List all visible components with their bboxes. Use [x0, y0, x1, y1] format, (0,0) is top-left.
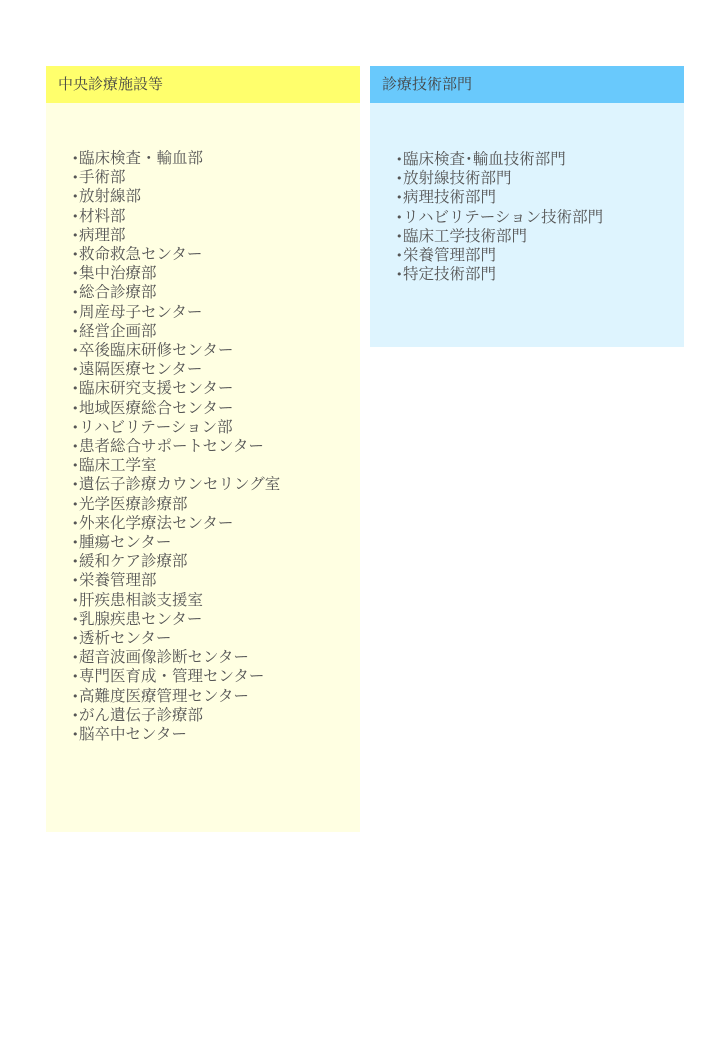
technical-departments-title: 診療技術部門 — [370, 66, 684, 103]
central-facilities-list — [46, 103, 360, 744]
list-item[interactable]: • 病理部 — [72, 226, 360, 245]
list-item[interactable]: • 手術部 — [72, 168, 360, 187]
list-item[interactable]: • 特定技術部門 — [396, 265, 684, 284]
list-item[interactable]: • 栄養管理部 — [72, 571, 360, 590]
list-item[interactable]: • 経営企画部 — [72, 322, 360, 341]
technical-departments-list — [370, 103, 684, 284]
list-item[interactable]: • 透析センター — [72, 629, 360, 648]
list-item[interactable]: • 病理技術部門 — [396, 188, 684, 207]
list-item[interactable]: • 腫瘍センター — [72, 533, 360, 552]
list-item[interactable]: • 臨床工学技術部門 — [396, 227, 684, 246]
list-item[interactable]: • リハビリテーション部 — [72, 418, 360, 437]
list-item[interactable]: • 集中治療部 — [72, 264, 360, 283]
list-item[interactable]: • 臨床検査･輸血技術部門 — [396, 150, 684, 169]
list-item[interactable]: • リハビリテーション技術部門 — [396, 208, 684, 227]
list-item[interactable]: • 放射線技術部門 — [396, 169, 684, 188]
list-item[interactable]: • 臨床研究支援センター — [72, 379, 360, 398]
list-item[interactable]: • 臨床検査・輸血部 — [72, 149, 360, 168]
list-item[interactable]: • 遺伝子診療カウンセリング室 — [72, 475, 360, 494]
list-item[interactable]: • 遠隔医療センター — [72, 360, 360, 379]
list-item[interactable]: • 乳腺疾患センター — [72, 610, 360, 629]
technical-departments-panel — [370, 66, 684, 347]
list-item[interactable]: • 緩和ケア診療部 — [72, 552, 360, 571]
list-item[interactable]: • 地域医療総合センター — [72, 399, 360, 418]
list-item[interactable]: • がん遺伝子診療部 — [72, 706, 360, 725]
list-item[interactable]: • 材料部 — [72, 207, 360, 226]
list-item[interactable]: • 患者総合サポートセンター — [72, 437, 360, 456]
central-facilities-title: 中央診療施設等 — [46, 66, 360, 103]
central-facilities-panel — [46, 66, 360, 832]
list-item[interactable]: • 脳卒中センター — [72, 725, 360, 744]
list-item[interactable]: • 臨床工学室 — [72, 456, 360, 475]
list-item[interactable]: • 周産母子センター — [72, 303, 360, 322]
list-item[interactable]: • 超音波画像診断センター — [72, 648, 360, 667]
list-item[interactable]: • 光学医療診療部 — [72, 495, 360, 514]
list-item[interactable]: • 外来化学療法センター — [72, 514, 360, 533]
list-item[interactable]: • 救命救急センター — [72, 245, 360, 264]
list-item[interactable]: • 高難度医療管理センター — [72, 687, 360, 706]
list-item[interactable]: • 栄養管理部門 — [396, 246, 684, 265]
list-item[interactable]: • 放射線部 — [72, 187, 360, 206]
list-item[interactable]: • 専門医育成・管理センター — [72, 667, 360, 686]
list-item[interactable]: • 卒後臨床研修センター — [72, 341, 360, 360]
list-item[interactable]: • 肝疾患相談支援室 — [72, 591, 360, 610]
list-item[interactable]: • 総合診療部 — [72, 283, 360, 302]
